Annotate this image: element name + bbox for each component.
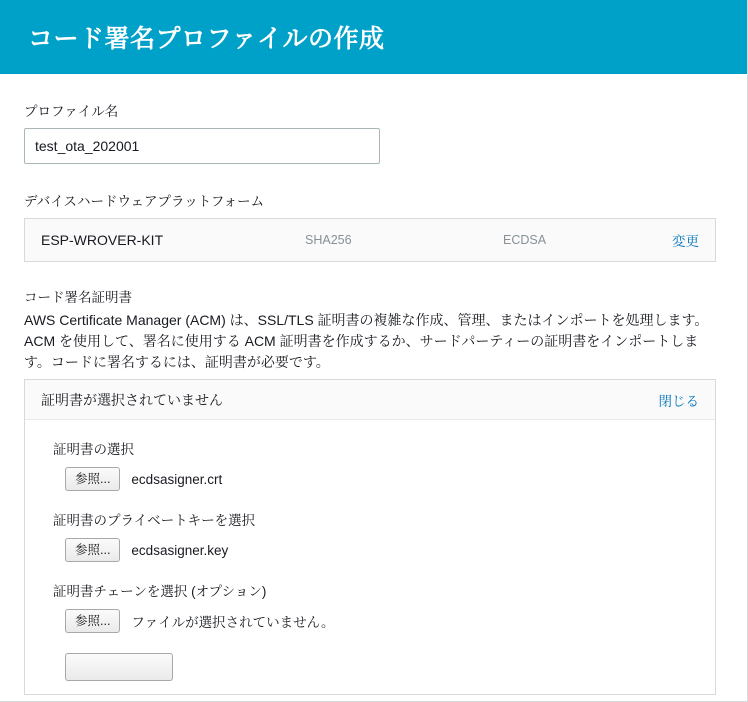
certificate-description	[24, 310, 724, 373]
certificate-browse-button[interactable]: 参照...	[65, 467, 120, 491]
platform-name: ESP-WROVER-KIT	[41, 232, 164, 248]
panel-submit-button[interactable]	[65, 653, 173, 681]
private-key-browse-button[interactable]: 参照...	[65, 538, 120, 562]
platform-hash-algorithm: SHA256	[305, 233, 352, 247]
certificate-chain-file-group	[25, 580, 715, 633]
page-title: コード署名プロファイルの作成	[28, 25, 385, 53]
certificate-file-label: 証明書の選択	[53, 442, 134, 457]
page-header	[0, 0, 747, 74]
code-signing-certificate-label: コード署名証明書	[24, 290, 132, 305]
certificate-panel-header	[25, 380, 715, 420]
device-platform-label: デバイスハードウェアプラットフォーム	[24, 194, 265, 209]
certificate-description-line-1: AWS Certificate Manager (ACM) は、SSL/TLS 証明書の複雑な作成、管理、またはインポートを処理します。	[24, 312, 709, 328]
platform-signing-algorithm: ECDSA	[503, 233, 547, 247]
certificate-file-row	[53, 467, 715, 491]
form-body	[0, 100, 747, 695]
certificate-panel-close-link[interactable]: 閉じる	[658, 393, 699, 409]
certificate-chain-file-label: 証明書チェーンを選択 (オプション)	[53, 584, 267, 599]
certificate-panel-body	[25, 420, 715, 694]
platform-change-link[interactable]: 変更	[672, 234, 699, 249]
certificate-chain-file-name: ファイルが選択されていません。	[131, 615, 335, 630]
private-key-file-label: 証明書のプライベートキーを選択	[53, 513, 256, 528]
device-platform-row	[24, 218, 716, 262]
profile-name-input[interactable]	[24, 128, 380, 164]
profile-name-label: プロファイル名	[24, 104, 119, 119]
certificate-file-group	[25, 438, 715, 491]
panel-submit-row	[25, 651, 715, 684]
certificate-file-name: ecdsasigner.crt	[131, 471, 223, 487]
private-key-file-group	[25, 509, 715, 562]
certificate-chain-file-row	[53, 609, 715, 633]
certificate-description-line-3: す。コードに署名するには、証明書が必要です。	[24, 354, 330, 370]
certificate-description-line-2: ACM を使用して、署名に使用する ACM 証明書を作成するか、サードパーティーの証明書をインポートしま	[24, 333, 699, 349]
private-key-file-row	[53, 538, 715, 562]
certificate-status-text: 証明書が選択されていません	[41, 391, 223, 408]
certificate-panel	[24, 379, 716, 695]
certificate-chain-browse-button[interactable]: 参照...	[65, 609, 120, 633]
private-key-file-name: ecdsasigner.key	[131, 542, 229, 558]
